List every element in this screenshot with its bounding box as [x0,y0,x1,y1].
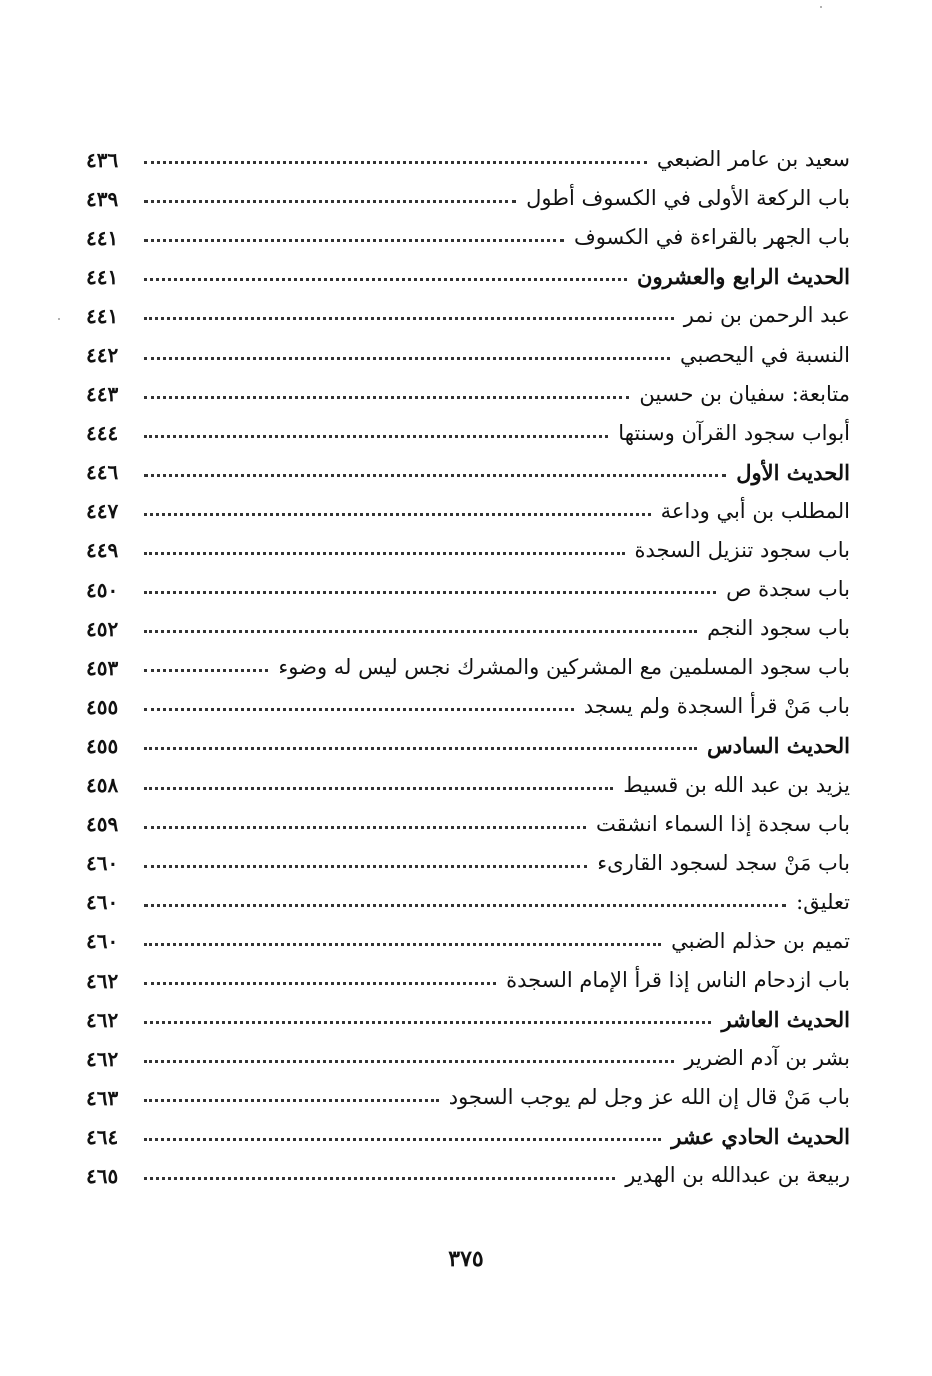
toc-entry-title: باب سجدة إذا السماء انشقت [596,811,850,836]
dot-leader [144,513,651,516]
dot-leader [144,904,786,907]
toc-entry-title: عبد الرحمن بن نمر [683,303,850,328]
toc-entry-page: ٤٦٥ [86,1163,119,1188]
toc-entry-title: باب ازدحام الناس إذا قرأ الإمام السجدة [506,968,850,993]
dot-leader [144,630,697,633]
toc-entry-title: الحديث الرابع والعشرون [637,264,850,290]
toc-entry-title: باب سجود تنزيل السجدة [634,537,850,562]
toc-entry [86,218,850,257]
toc-entry [86,570,850,609]
toc-entry-page: ٤٦٠ [86,890,119,915]
toc-entry-title: باب سجدة ص [726,577,850,602]
dot-leader [144,826,586,829]
dot-leader [144,200,516,203]
toc-entry-title: يزيد بن عبد الله بن قسيط [623,772,850,797]
toc-entry-title: باب الجهر بالقراءة في الكسوف [573,225,850,250]
scan-speck [820,6,822,8]
scan-speck [58,318,60,320]
dot-leader [144,982,496,985]
toc-entry-page: ٤٤٣ [86,382,119,407]
toc-entry [86,844,850,883]
toc-entry [86,414,850,453]
dot-leader [144,1099,439,1102]
toc-entry-title: الحديث الأول [736,459,850,485]
toc-entry [86,922,850,961]
toc-section-heading [86,453,850,492]
toc-entry [86,609,850,648]
toc-entry [86,1039,850,1078]
toc-entry-page: ٤٦٠ [86,929,119,954]
toc-entry-title: سعيد بن عامر الضبعي [656,147,850,172]
toc-entry-page: ٤٤١ [86,303,119,328]
dot-leader [144,474,726,477]
toc-entry-page: ٤٥٩ [86,812,119,837]
toc-entry-page: ٤٥٠ [86,577,119,602]
dot-leader [144,278,627,281]
toc-entry-title: باب مَنْ قال إن الله عز وجل لم يوجب السجود [448,1085,850,1110]
dot-leader [144,396,629,399]
toc-entry-title: الحديث العاشر [721,1007,850,1033]
dot-leader [144,317,674,320]
toc-section-heading [86,1000,850,1039]
toc-entry-title: بشر بن آدم الضرير [684,1046,850,1071]
toc-entry-page: ٤٥٢ [86,616,119,641]
toc-entry-title: ربيعة بن عبدالله بن الهدير [625,1163,850,1188]
toc-entry [86,687,850,726]
toc-entry [86,1156,850,1195]
toc-entry-title: متابعة: سفيان بن حسين [639,381,850,406]
dot-leader [144,239,564,242]
toc-entry-title: باب سجود النجم [707,616,850,641]
toc-entry-page: ٤٦٢ [86,968,119,993]
toc-entry-page: ٤٥٥ [86,733,119,758]
dot-leader [144,591,716,594]
toc-entry [86,296,850,335]
toc-entry-page: ٤٦٣ [86,1085,119,1110]
dot-leader [144,708,574,711]
toc-entry-page: ٤٤١ [86,225,119,250]
dot-leader [144,1021,711,1024]
toc-entry [86,140,850,179]
toc-entry-title: باب مَنْ سجد لسجود القارىء [597,850,850,875]
toc-entry-page: ٤٦٠ [86,851,119,876]
dot-leader [144,865,587,868]
toc-entry [86,179,850,218]
toc-entry [86,961,850,1000]
toc-entry-page: ٤٥٥ [86,694,119,719]
toc-entry [86,805,850,844]
toc-section-heading [86,726,850,765]
toc-entry-page: ٤٥٨ [86,773,119,798]
toc-entry [86,1078,850,1117]
toc-entry [86,492,850,531]
toc-entry-page: ٤٣٩ [86,186,119,211]
toc-entry-title: تعليق: [796,889,850,914]
toc-entry-page: ٤٤٩ [86,538,119,563]
toc-entry [86,883,850,922]
dot-leader [144,357,670,360]
toc-section-heading [86,1117,850,1156]
toc-section-heading [86,257,850,296]
toc-entry [86,648,850,687]
dot-leader [144,943,661,946]
dot-leader [144,669,268,672]
dot-leader [144,1138,661,1141]
toc-entry-title: المطلب بن أبي وداعة [660,498,850,523]
dot-leader [144,1060,674,1063]
toc-entry-page: ٤٦٢ [86,1007,119,1032]
dot-leader [144,161,647,164]
toc-entry [86,375,850,414]
toc-entry-page: ٤٤٤ [86,421,119,446]
table-of-contents [86,140,850,1196]
dot-leader [144,552,625,555]
toc-entry [86,766,850,805]
toc-entry-title: تميم بن حذلم الضبي [671,928,850,953]
dot-leader [144,747,697,750]
dot-leader [144,787,613,790]
toc-entry-title: الحديث السادس [707,733,850,759]
toc-entry-title: باب سجود المسلمين مع المشركين والمشرك نجس ليس له وضوء [278,655,850,680]
toc-entry-title: باب الركعة الأولى في الكسوف أطول [526,186,850,211]
toc-entry-page: ٤٦٢ [86,1046,119,1071]
toc-entry-page: ٤٣٦ [86,147,119,172]
toc-entry [86,335,850,374]
toc-entry-page: ٤٤٦ [86,460,119,485]
toc-entry-title: باب مَنْ قرأ السجدة ولم يسجد [583,694,850,719]
dot-leader [144,435,608,438]
toc-entry-title: أبواب سجود القرآن وسنتها [618,420,850,445]
toc-entry [86,531,850,570]
toc-entry-page: ٤٦٤ [86,1124,119,1149]
toc-entry-page: ٤٤٧ [86,499,119,524]
toc-entry-title: النسبة في اليحصبي [680,342,850,367]
toc-entry-title: الحديث الحادي عشر [671,1124,850,1150]
dot-leader [144,1177,615,1180]
toc-entry-page: ٤٤٢ [86,343,119,368]
toc-entry-page: ٤٤١ [86,264,119,289]
page-number: ٣٧٥ [448,1246,484,1272]
toc-entry-page: ٤٥٣ [86,655,119,680]
